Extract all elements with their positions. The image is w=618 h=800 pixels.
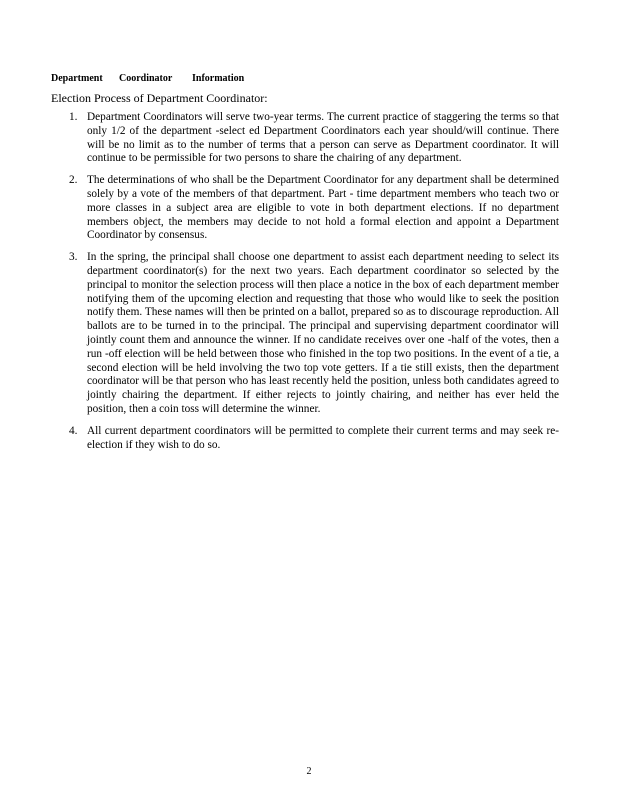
header-coordinator: Coordinator bbox=[119, 73, 173, 84]
item-text: In the spring, the principal shall choose one department to assist each department needing to select its department coordinator(s) for the next two years. Each department coordinator so selected by the principal to monitor the selection process will then place a notice in the box of each department member notifying them of the upcoming election and requesting that those who would like to seek the position notify them. These names will then be printed on a ballot, prepared so as to discourage reproduction. All ballots are to be turned in to the principal. The principal and supervising department coordinator will jointly count them and announce the winner. If no candidate receives over one -half of the votes, then a run -off election will be held between those who finished in the top two positions. In the event of a tie, a second election will be held involving the two top vote getters. If a tie still exists, then the department coordinator will be that person who has least recently held the position, unless both candidates agreed to jointly chairing the department. If either rejects to jointly chairing, and neither has ever held the position, then a coin toss will determine the winner. bbox=[87, 251, 559, 415]
header-department: Department bbox=[51, 73, 103, 84]
document-header bbox=[51, 73, 244, 84]
item-number: 1. bbox=[69, 111, 78, 123]
list-item bbox=[51, 111, 559, 166]
item-number: 3. bbox=[69, 251, 78, 264]
list-item bbox=[51, 425, 559, 453]
item-text: Department Coordinators will serve two-year terms. The current practice of staggering the terms so that only 1/2 of the department -select ed Department Coordinators each year should/will continue. There will be no limit as to the number of terms that a person can serve as Department coordinator. It will continue to be permissible for two persons to share the chairing of any department. bbox=[87, 111, 559, 165]
item-number: 4. bbox=[69, 424, 78, 437]
election-rules-list bbox=[51, 111, 559, 460]
section-title: Election Process of Department Coordinator: bbox=[51, 91, 268, 105]
item-text: All current department coordinators will be permitted to complete their current terms and may seek re-election if they wish to do so. bbox=[87, 424, 559, 451]
header-information: Information bbox=[192, 73, 245, 84]
item-text: The determinations of who shall be the Department Coordinator for any department shall be determined solely by a vote of the members of that department. Part - time department members who teach two or more classes in a subject area are eligible to vote in both department elections. If no department members object, the members may decide to not hold a formal election and appoint a Department Coordinator by consensus. bbox=[87, 174, 559, 242]
list-item bbox=[51, 174, 559, 243]
item-number: 2. bbox=[69, 174, 78, 187]
page-number: 2 bbox=[306, 766, 312, 777]
list-item bbox=[51, 251, 559, 417]
